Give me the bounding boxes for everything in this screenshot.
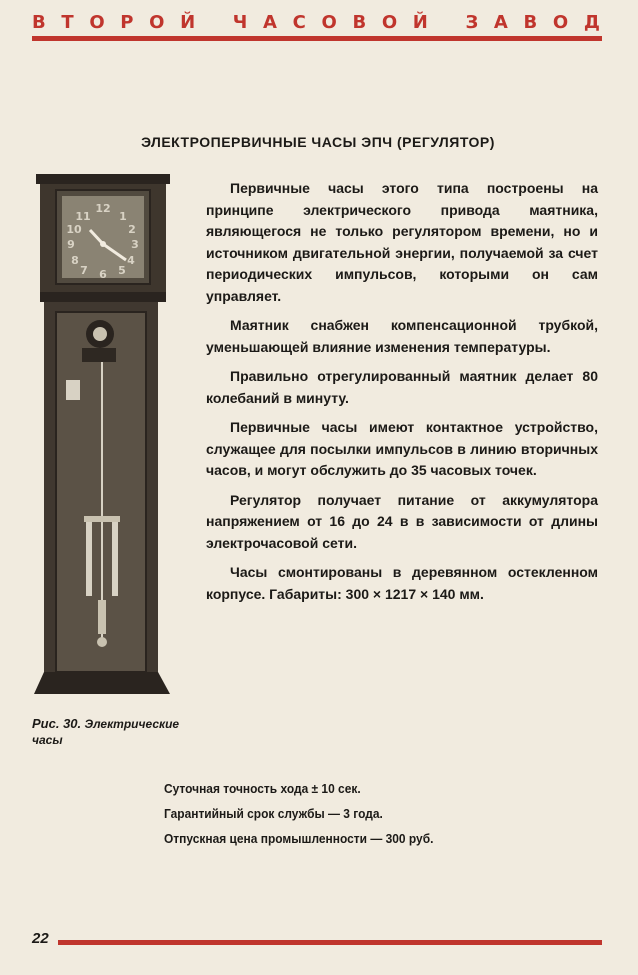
svg-text:4: 4 <box>127 254 135 267</box>
svg-text:3: 3 <box>131 238 139 251</box>
svg-text:5: 5 <box>118 264 126 277</box>
spec-price: Отпускная цена промышленности — 300 руб. <box>164 831 434 846</box>
header-letter: В <box>523 12 540 33</box>
header-letter: В <box>352 12 369 33</box>
header-letter: О <box>89 12 107 33</box>
header-word-gap <box>444 10 452 36</box>
header-letter: З <box>465 12 481 33</box>
caption-number: Рис. 30. <box>32 716 82 731</box>
header-letter: Р <box>120 12 136 33</box>
svg-text:1: 1 <box>119 210 127 223</box>
clock-illustration <box>34 172 184 702</box>
svg-text:9: 9 <box>67 238 75 251</box>
page-number: 22 <box>32 930 49 947</box>
paragraph: Правильно отрегулированный маятник делает 80 колебаний в минуту. <box>206 368 598 406</box>
header-rule <box>32 36 602 41</box>
header-letter: Й <box>180 12 198 33</box>
svg-text:7: 7 <box>80 264 88 277</box>
header-letter: А <box>263 12 279 33</box>
svg-text:11: 11 <box>75 210 91 223</box>
paragraph: Первичные часы этого типа построены на принципе электрического привода маятника, являющегося не только регулятором времени, но и источником двигательной энергии, получаемой за счет периодических импульсов, которыми он сам управляет. <box>206 180 598 304</box>
body-text <box>206 178 598 613</box>
figure-caption <box>32 716 202 748</box>
paragraph: Маятник снабжен компенсационной трубкой, уменьшающей влияние изменения температуры. <box>206 317 598 355</box>
svg-text:2: 2 <box>128 223 136 236</box>
spec-accuracy: Суточная точность хода ± 10 сек. <box>164 781 361 796</box>
svg-text:8: 8 <box>71 254 79 267</box>
caption-text: Электрические часы <box>32 717 180 747</box>
header-letter: Д <box>583 12 602 33</box>
header-letter: О <box>321 12 339 33</box>
header-letter: О <box>552 12 571 33</box>
paragraph: Первичные часы имеют контактное устройство, служащее для посылки импульсов в линию вторичных часов, и могут обслужить до 35 часовых точек. <box>206 419 598 478</box>
running-header <box>32 10 602 36</box>
page-title: ЭЛЕКТРОПЕРВИЧНЫЕ ЧАСЫ ЭПЧ (РЕГУЛЯТОР) <box>141 134 495 150</box>
header-letter: О <box>381 12 400 33</box>
header-letter: Й <box>412 12 430 33</box>
header-letter: О <box>149 12 167 33</box>
svg-text:10: 10 <box>66 223 82 236</box>
header-letter: Т <box>61 12 76 33</box>
header-letter: Ч <box>232 12 250 33</box>
specifications <box>164 776 584 851</box>
spec-warranty: Гарантийный срок службы — 3 года. <box>164 806 383 821</box>
svg-text:6: 6 <box>99 268 107 281</box>
paragraph: Регулятор получает питание от аккумулятора напряжением от 16 до 24 в в зависимости от длины электрочасовой сети. <box>206 491 598 551</box>
header-letter: С <box>292 12 308 33</box>
header-letter: В <box>32 12 48 33</box>
footer-rule <box>58 940 602 945</box>
header-word-gap <box>211 10 219 36</box>
header-letter: А <box>493 12 510 33</box>
svg-text:12: 12 <box>95 202 111 215</box>
paragraph: Часы смонтированы в деревянном остекленном корпусе. Габариты: 300 × 1217 × 140 мм. <box>206 564 598 602</box>
